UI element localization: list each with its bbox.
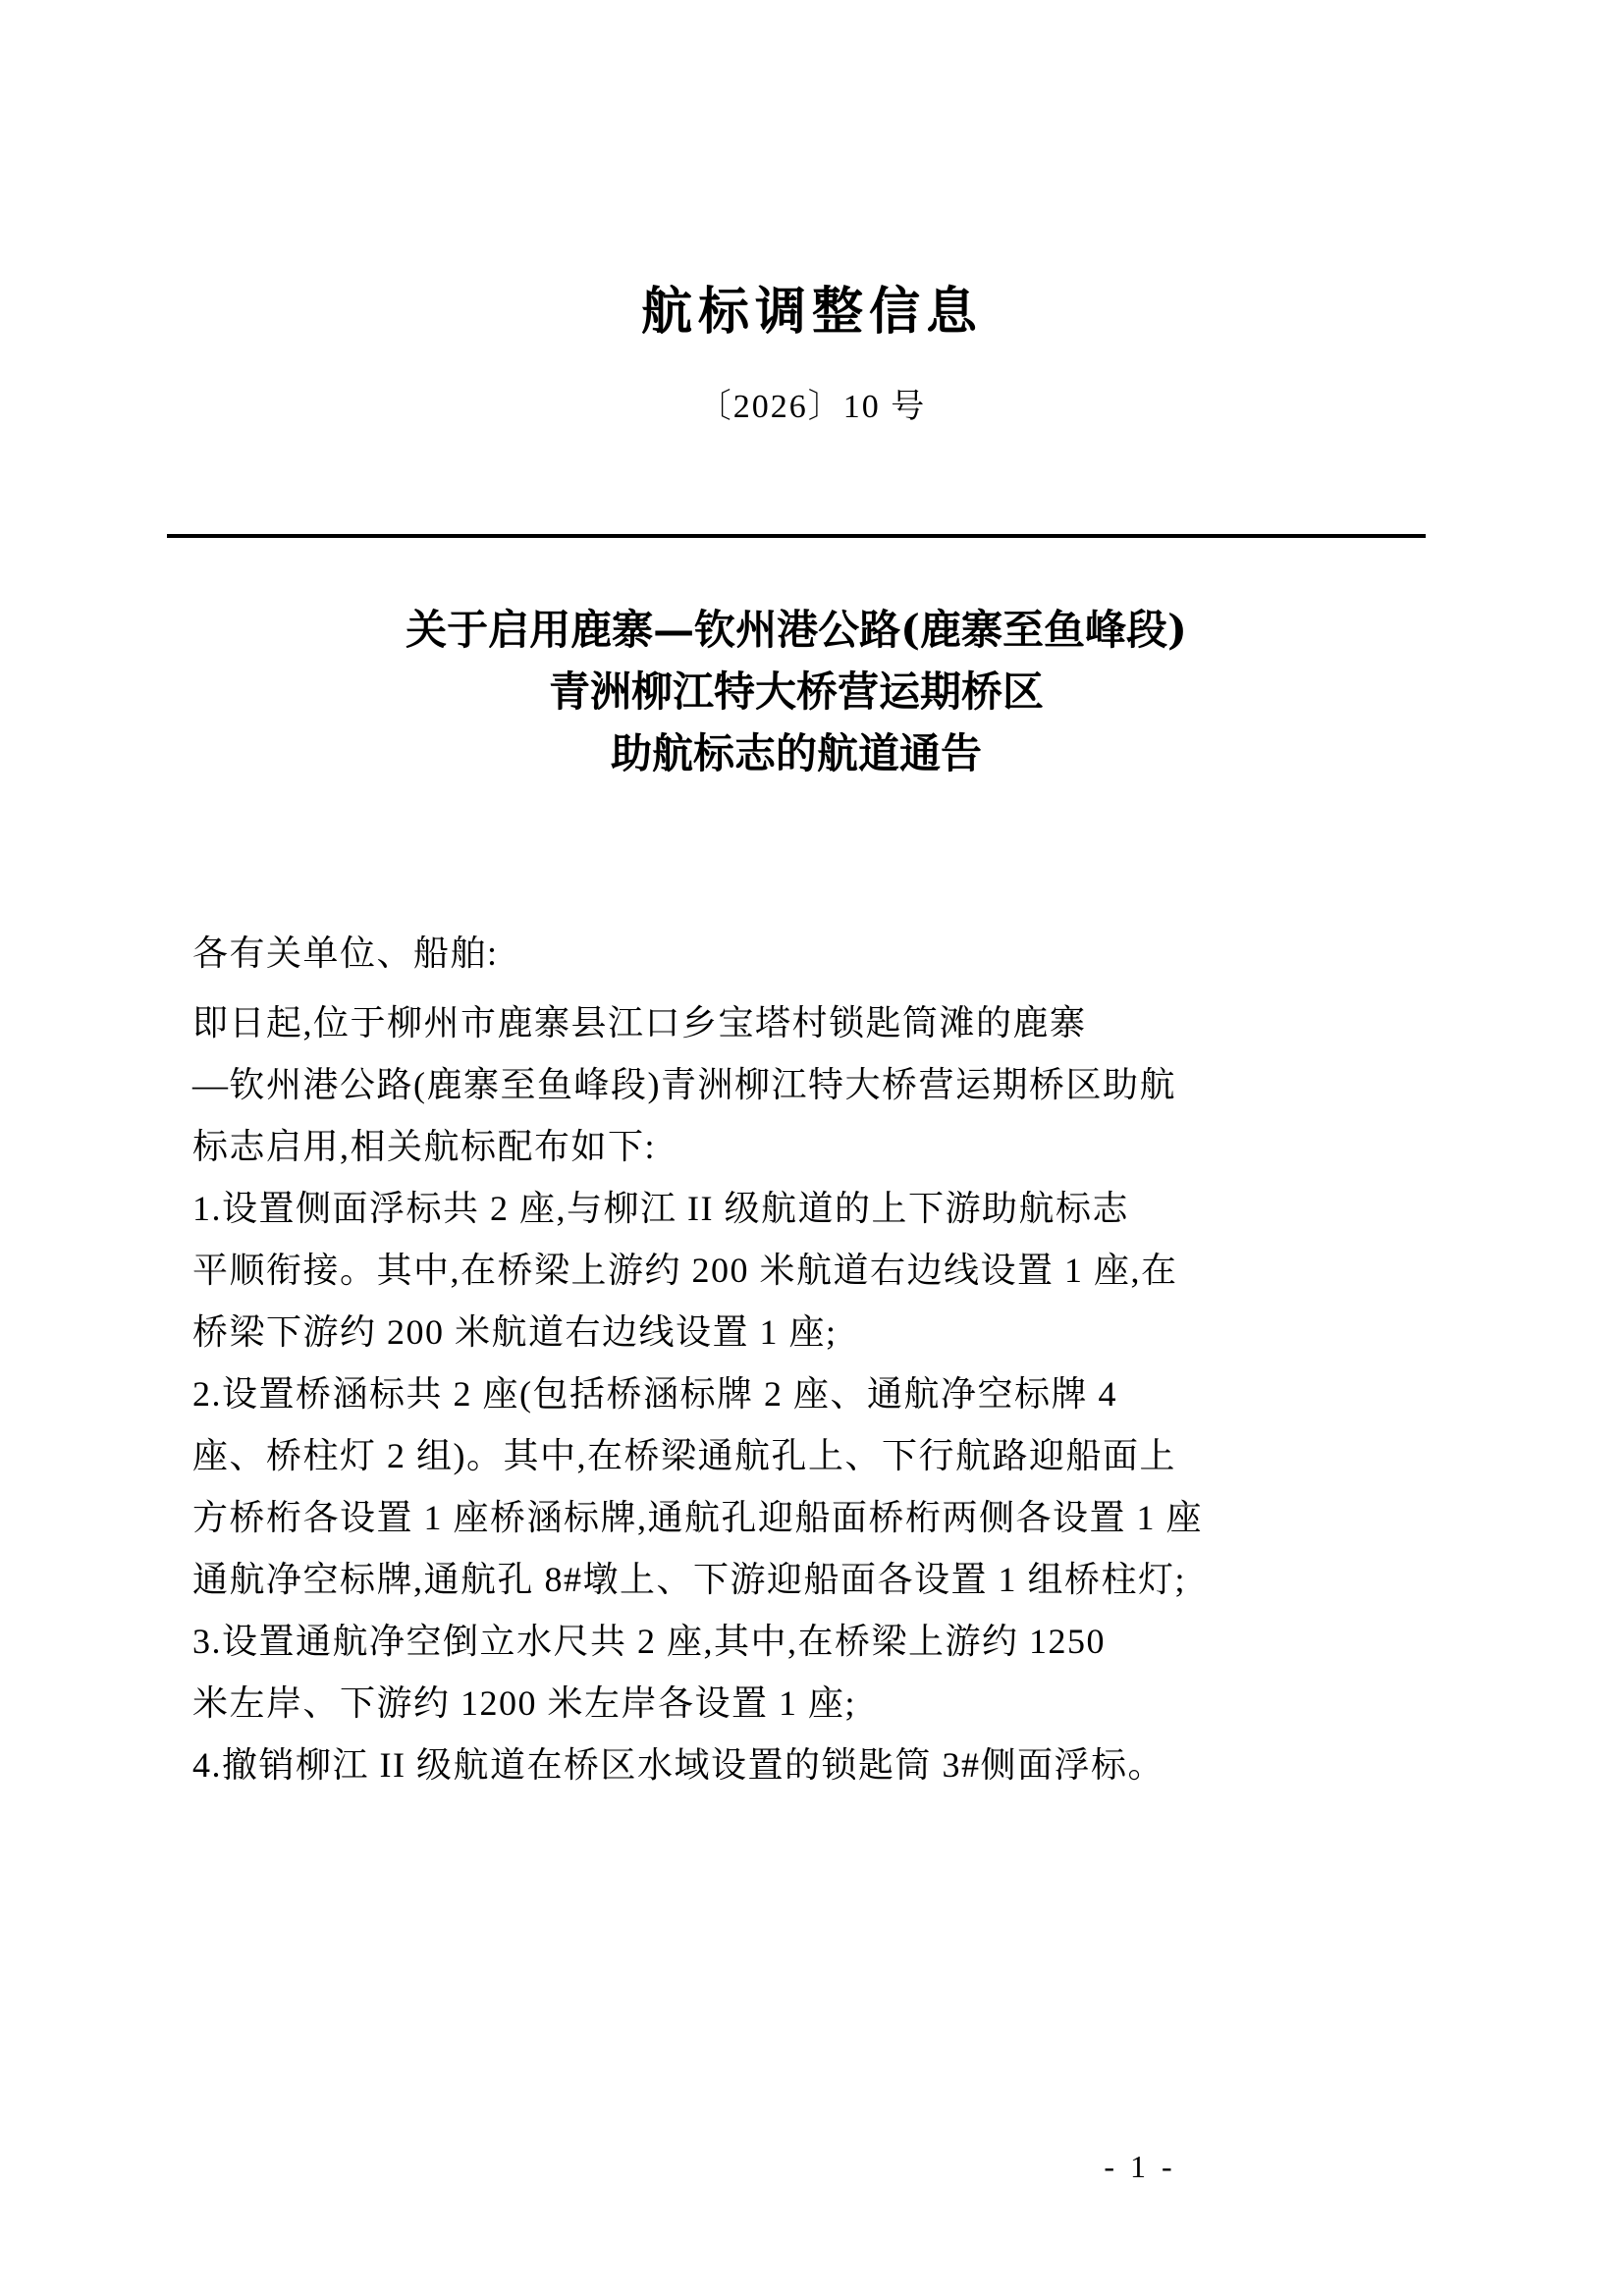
body-line-1: 即日起,位于柳州市鹿寨县江口乡宝塔村锁匙筒滩的鹿寨 bbox=[192, 1003, 1087, 1042]
body-line-9: 方桥桁各设置 1 座桥涵标牌,通航孔迎船面桥桁两侧各设置 1 座 bbox=[192, 1498, 1204, 1537]
notice-heading bbox=[167, 599, 1426, 784]
body-line-8: 座、桥柱灯 2 组)。其中,在桥梁通航孔上、下行航路迎船面上 bbox=[192, 1436, 1176, 1475]
body-line-5: 平顺衔接。其中,在桥梁上游约 200 米航道右边线设置 1 座,在 bbox=[192, 1251, 1178, 1290]
page-footer bbox=[0, 2112, 1624, 2221]
body-line-7: 2.设置桥涵标共 2 座(包括桥涵标牌 2 座、通航净空标牌 4 bbox=[192, 1374, 1117, 1414]
body-line-13: 4.撤销柳江 II 级航道在桥区水域设置的锁匙筒 3#侧面浮标。 bbox=[192, 1745, 1164, 1785]
notice-heading-line-3: 助航标志的航道通告 bbox=[610, 729, 982, 777]
notice-heading-line-2: 青洲柳江特大桥营运期桥区 bbox=[548, 667, 1044, 716]
body-line-4: 1.设置侧面浮标共 2 座,与柳江 II 级航道的上下游助航标志 bbox=[192, 1189, 1129, 1228]
body-line-10: 通航净空标牌,通航孔 8#墩上、下游迎船面各设置 1 组桥柱灯; bbox=[192, 1560, 1187, 1599]
notice-heading-line-1: 关于启用鹿寨—钦州港公路(鹿寨至鱼峰段) bbox=[406, 606, 1187, 654]
body-line-6: 桥梁下游约 200 米航道右边线设置 1 座; bbox=[192, 1312, 838, 1352]
page-number: - 1 - bbox=[1104, 2149, 1176, 2184]
header-divider-rule bbox=[167, 534, 1426, 538]
document-number: 〔2026〕10 号 bbox=[697, 389, 927, 425]
body-line-2: —钦州港公路(鹿寨至鱼峰段)青洲柳江特大桥营运期桥区助航 bbox=[192, 1065, 1176, 1104]
masthead-title: 航标调整信息 bbox=[640, 282, 983, 342]
body-line-11: 3.设置通航净空倒立水尺共 2 座,其中,在桥梁上游约 1250 bbox=[192, 1622, 1107, 1661]
notice-body bbox=[192, 923, 1439, 1796]
salutation: 各有关单位、船舶: bbox=[192, 934, 499, 973]
body-line-12: 米左岸、下游约 1200 米左岸各设置 1 座; bbox=[192, 1683, 857, 1723]
body-line-3: 标志启用,相关航标配布如下: bbox=[192, 1127, 657, 1166]
masthead bbox=[0, 283, 1624, 342]
